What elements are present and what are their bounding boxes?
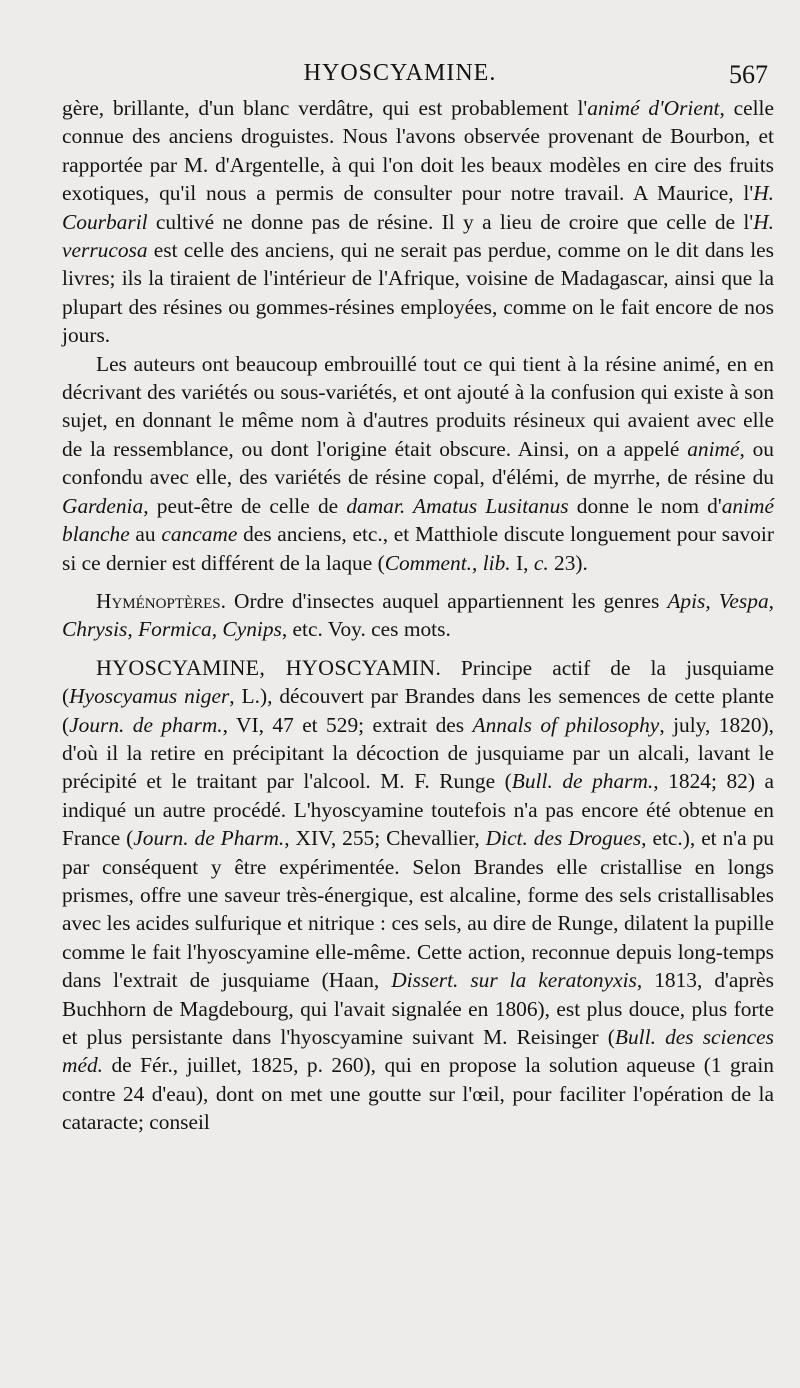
page-header (0, 60, 800, 94)
body-text (62, 94, 774, 1137)
text-run: de Fér., juillet, 1825, p. 260), qui en propose la solution aqueuse (1 grain contre 24 d'eau), dont on met une goutte sur l'œil, pour faciliter l'opération de la cataracte; conseil (62, 1053, 774, 1135)
citation: Comment., lib. (384, 550, 511, 575)
text-run: , etc.), et n'a pu par conséquent y être expérimentée. Selon Brandes elle cristallise en longs prismes, offre une saveur très-énergique, est alcaline, forme des sels cristallisables avec les acides sulfurique et nitrique : ces sels, au dire de Runge, dilatent la pupille comme le fait l'hyoscyamine elle-même. Cette action, reconnue depuis long-temps dans l'extrait de jusquiame (Haan, (62, 826, 774, 993)
citation: Journ. de Pharm. (133, 826, 285, 851)
italic-term: animé blanche (62, 493, 774, 547)
running-title: HYOSCYAMINE. (303, 60, 497, 86)
italic-term: animé d'Orient (587, 96, 720, 120)
citation: Bull. des sciences méd. (62, 1025, 774, 1078)
text-run: , XIV, 255; Chevallier, (284, 826, 486, 851)
text-run: . Principe actif de la jusquiame ( (62, 655, 774, 709)
text-run: , VI, 47 et 529; extrait des (222, 712, 473, 737)
italic-term: cancame (161, 522, 238, 547)
text-run: est celle des anciens, qui ne serait pas perdue, comme on le dit dans les livres; ils la tiraient de l'intérieur de l'Afrique, voisine de Madagascar, ainsi que la plupart des résines ou gommes-résines employées, comme on le fait encore de nos jours. (62, 238, 774, 348)
citation: Dissert. sur la keratonyxis (391, 968, 637, 993)
citation: Annals of philosophy (472, 712, 660, 737)
hymenopteres-entry (62, 587, 774, 644)
text-run: , etc. Voy. ces mots. (281, 617, 451, 642)
text-run: I, (510, 550, 534, 575)
text-run: , july, 1820), d'où il la retire en précipitant la décoction de jusquiame par un alcali, lavant le précipité et le traitant par l'alcool. M. F. Runge ( (62, 712, 775, 794)
citation: c. (533, 550, 549, 575)
text-run: au (129, 522, 162, 547)
italic-term: animé (687, 436, 740, 461)
text-run: 23). (548, 550, 588, 575)
text-run: . Ordre d'insectes auquel appartiennent les genres (220, 588, 668, 613)
text-run: des anciens, etc., et Matthiole discute longuement pour savoir si ce dernier est différent de la laque ( (62, 522, 774, 575)
text-run: , celle connue des anciens droguistes. Nous l'avons observée provenant de Bourbon, et rapportée par M. d'Argentelle, à qui l'on doit les beaux modèles en cire des fruits exotiques, qu'il nous a permis de consulter pour notre travail. A Maurice, l' (62, 96, 774, 206)
citation: Dict. des Drogues (485, 826, 642, 851)
text-run: , peut-être de celle de (143, 493, 347, 518)
citation: Bull. de pharm. (511, 769, 654, 794)
entry-headword: HYOSCYAMINE, HYOSCYAMIN (96, 654, 436, 680)
page-number: 567 (729, 60, 768, 89)
entry-headword: Hyménoptères (96, 588, 221, 613)
italic-genus: Gardenia (62, 493, 144, 518)
text-run: cultivé ne donne pas de résine. Il y a lieu de croire que celle de l' (147, 209, 754, 234)
confusion-paragraph (62, 350, 774, 577)
italic-species: H. Courbaril (62, 181, 774, 234)
text-run: , ou confondu avec elle, des variétés de résine copal, d'élémi, de myrrhe, de résine du (62, 436, 774, 490)
citation: Journ. de pharm. (69, 712, 223, 737)
hyoscyamine-entry (62, 654, 774, 1137)
italic-species: H. verrucosa (62, 209, 774, 263)
text-run: donne le nom d' (568, 493, 722, 518)
text-run: , 1824; 82) a indiqué un autre procédé. L'hyoscyamine toutefois n'a pas encore été obtenue en France ( (62, 769, 775, 851)
italic-term: damar. Amatus Lusitanus (346, 493, 569, 518)
text-run: , L.), découvert par Brandes dans les semences de cette plante ( (62, 684, 774, 737)
text-run: , 1813, d'après Buchhorn de Magdebourg, qui l'avait signalée en 1806), est plus douce, plus forte et plus persistante dans l'hyoscyamine suivant M. Reisinger ( (62, 968, 774, 1049)
italic-species: Hyoscyamus niger (69, 684, 230, 709)
text-run: gère, brillante, d'un blanc verdâtre, qui est probablement l' (62, 96, 588, 120)
text-run: Les auteurs ont beaucoup embrouillé tout ce qui tient à la résine animé, en en décrivant des variétés ou sous-variétés, et ont ajouté à la confusion qui existe à son sujet, en donnant le même nom à d'autres produits résineux qui avaient avec elle de la ressemblance, ou dont l'origine était obscure. Ainsi, on a appelé (62, 351, 774, 461)
italic-genera: Apis, Vespa, Chrysis, Formica, Cynips (62, 588, 774, 642)
anime-paragraph (62, 94, 774, 350)
